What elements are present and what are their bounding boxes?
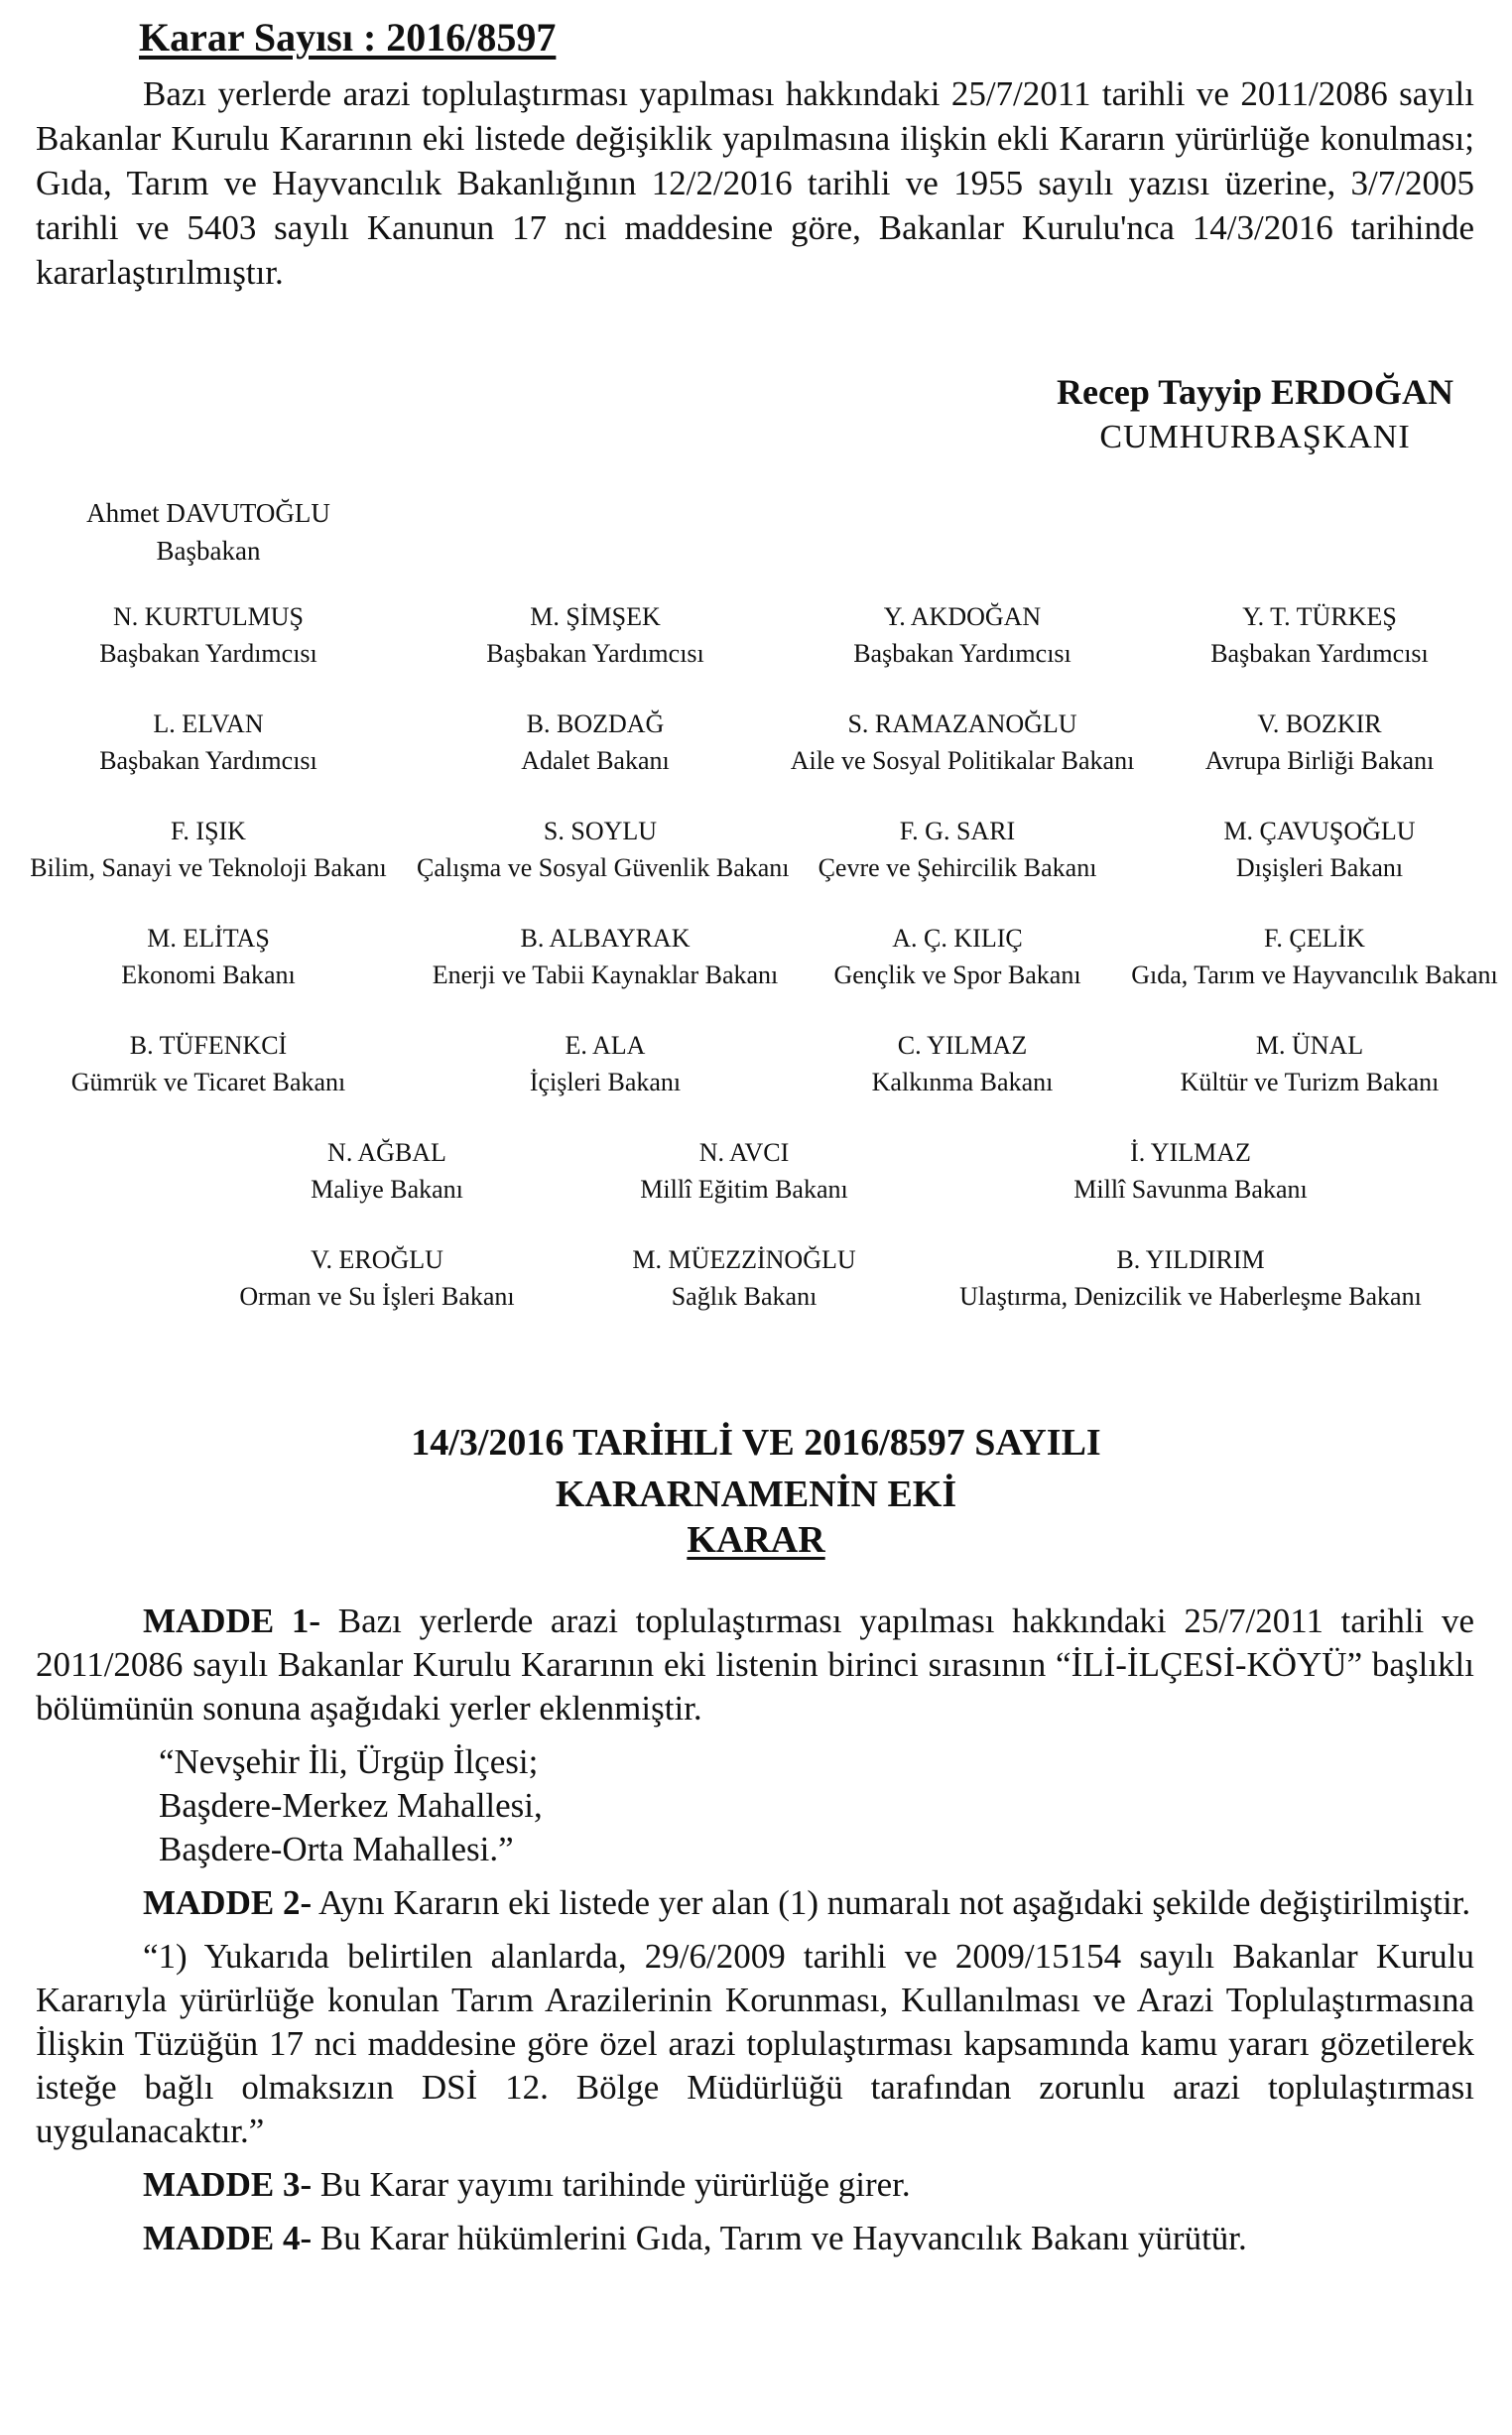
signatory-name: B. TÜFENKCİ: [129, 1031, 288, 1060]
signatory-role: Millî Eğitim Bakanı: [640, 1175, 848, 1204]
signatory-name: L. ELVAN: [153, 709, 264, 738]
madde-4-label: MADDE 4-: [143, 2219, 313, 2257]
president-name: Recep Tayyip ERDOĞAN: [1056, 372, 1454, 412]
signature-row: [0, 1241, 1512, 1321]
signatory-role: Ekonomi Bakanı: [121, 961, 296, 989]
signatory-name: M. ŞİMŞEK: [530, 602, 661, 631]
decree-number-title: Karar Sayısı : 2016/8597: [139, 15, 557, 60]
preamble-paragraph: Bazı yerlerde arazi toplulaştırması yapılması hakkındaki 25/7/2011 tarihli ve 2011/2086 sayılı Bakanlar Kurulu Kararının eki listede değişiklik yapılmasına ilişkin ekli Kararın yürürlüğe konulması; Gıda, Tarım ve Hayvancılık Bakanlığının 12/2/2016 tarihli ve 1955 sayılı yazısı üzerine, 3/7/2005 tarihli ve 5403 sayılı Kanunun 17 nci maddesine göre, Bakanlar Kurulu'nca 14/3/2016 tarihinde kararlaştırılmıştır.: [36, 74, 1474, 292]
signature-block: [814, 1027, 1111, 1100]
signature-block: [466, 1027, 744, 1100]
signatory-role: Avrupa Birliği Bakanı: [1204, 746, 1435, 775]
signature-row: [0, 813, 1512, 892]
madde-2-paragraph: [36, 1881, 1474, 1925]
signatory-role: Ulaştırma, Denizcilik ve Haberleşme Bakanı: [959, 1282, 1422, 1311]
signatory-name: M. ÇAVUŞOĞLU: [1223, 817, 1416, 845]
signatory-role: Millî Savunma Bakanı: [1073, 1175, 1308, 1204]
signature-block: [60, 920, 357, 993]
signatory-name: E. ALA: [565, 1031, 646, 1060]
signature-block: [60, 598, 357, 672]
signatory-name: A. Ç. KILIÇ: [892, 924, 1023, 953]
madde-2-label: MADDE 2-: [143, 1883, 313, 1922]
signature-block: [774, 705, 1151, 779]
annex-body: [36, 1600, 1474, 2260]
signatory-name: F. IŞIK: [171, 817, 246, 845]
signature-block: [1121, 920, 1508, 993]
signatory-role: İçişleri Bakanı: [529, 1068, 682, 1096]
signatory-name: S. RAMAZANOĞLU: [847, 709, 1077, 738]
signature-block: [198, 1241, 556, 1315]
signatory-name: N. KURTULMUŞ: [112, 602, 304, 631]
signature-block: [595, 1134, 893, 1208]
signature-block: [427, 920, 784, 993]
madde-3-paragraph: [36, 2163, 1474, 2207]
signatory-role: Çalışma ve Sosyal Güvenlik Bakanı: [417, 853, 790, 882]
signature-block: [1131, 705, 1508, 779]
paragraph-spacer: [36, 1925, 1474, 1935]
signature-block: [1131, 598, 1508, 672]
signatory-role: Başbakan Yardımcısı: [99, 639, 317, 668]
madde-3-text: Bu Karar yayımı tarihinde yürürlüğe girer.: [319, 2165, 911, 2204]
paragraph-spacer: [36, 1871, 1474, 1881]
signatory-name: M. MÜEZZİNOĞLU: [632, 1245, 856, 1274]
signatory-role: Dışişleri Bakanı: [1235, 853, 1404, 882]
prime-minister-name: Ahmet DAVUTOĞLU: [86, 498, 330, 528]
signatory-name: F. ÇELİK: [1264, 924, 1365, 953]
signatory-name: M. ÜNAL: [1255, 1031, 1364, 1060]
prime-minister-title: Başbakan: [156, 536, 261, 566]
signature-row: [0, 1134, 1512, 1214]
madde-4-paragraph: [36, 2217, 1474, 2260]
signatory-name: Y. AKDOĞAN: [883, 602, 1042, 631]
signature-row: [0, 598, 1512, 678]
signature-row: [0, 1027, 1512, 1106]
signatory-role: Kalkınma Bakanı: [871, 1068, 1054, 1096]
signature-block: [794, 920, 1121, 993]
president-title: CUMHURBAŞKANI: [1099, 419, 1411, 455]
prime-minister-signature-block: [69, 494, 347, 570]
signatory-role: Kültür ve Turizm Bakanı: [1180, 1068, 1440, 1096]
signatory-role: Adalet Bakanı: [521, 746, 670, 775]
signature-block: [238, 1134, 536, 1208]
signatory-name: B. BOZDAĞ: [526, 709, 665, 738]
signature-block: [417, 813, 790, 886]
signature-block: [417, 705, 774, 779]
paragraph-spacer: [36, 2207, 1474, 2217]
signatory-name: F. G. SARI: [899, 817, 1016, 845]
signatory-role: Gıda, Tarım ve Hayvancılık Bakanı: [1131, 961, 1498, 989]
paragraph-spacer: [36, 1730, 1474, 1740]
signature-row: [0, 705, 1512, 785]
madde-2-quote: “1) Yukarıda belirtilen alanlarda, 29/6/2009 tarihli ve 2009/15154 sayılı Bakanlar Kurulu Kararıyla yürürlüğe konulan Tarım Arazilerinin Korunması, Kullanılması ve Arazi Toplulaştırmasına İlişkin Tüzüğün 17 nci maddesine göre özel arazi toplulaştırması kapsamında kamu yararı gözetilerek isteğe bağlı olmaksızın DSİ 12. Bölge Müdürlüğü tarafından zorunlu arazi toplulaştırması uygulanacaktır.”: [36, 1937, 1474, 2150]
signatory-role: Başbakan Yardımcısı: [486, 639, 704, 668]
madde-1-label: MADDE 1-: [143, 1602, 321, 1640]
signature-row: [0, 920, 1512, 999]
signatory-name: Y. T. TÜRKEŞ: [1242, 602, 1397, 631]
president-signature-block: [1022, 369, 1488, 460]
madde-1-quote-line-2: Başdere-Merkez Mahallesi,: [159, 1786, 543, 1825]
signature-block: [417, 598, 774, 672]
madde-2-text: Aynı Kararın eki listede yer alan (1) numaralı not aşağıdaki şekilde değiştirilmiştir.: [317, 1883, 1471, 1922]
signature-block: [774, 598, 1151, 672]
signatory-name: S. SOYLU: [543, 817, 658, 845]
madde-1-quote-line-3: Başdere-Orta Mahallesi.”: [159, 1830, 514, 1868]
signature-block: [794, 813, 1121, 886]
signatory-role: Bilim, Sanayi ve Teknoloji Bakanı: [30, 853, 387, 882]
signatory-role: Sağlık Bakanı: [671, 1282, 818, 1311]
signatory-name: N. AVCI: [698, 1138, 790, 1167]
signatory-role: Başbakan Yardımcısı: [853, 639, 1071, 668]
madde-1-quote-line-1: “Nevşehir İli, Ürgüp İlçesi;: [159, 1742, 539, 1781]
signature-block: [1012, 1134, 1369, 1208]
signatory-role: Gümrük ve Ticaret Bakanı: [70, 1068, 346, 1096]
annex-heading-line-1: 14/3/2016 TARİHLİ VE 2016/8597 SAYILI: [411, 1422, 1101, 1464]
signatory-name: N. AĞBAL: [327, 1138, 446, 1167]
signatory-role: Gençlik ve Spor Bakanı: [833, 961, 1081, 989]
signatory-name: İ. YILMAZ: [1130, 1138, 1251, 1167]
madde-1-text: Bazı yerlerde arazi toplulaştırması yapılması hakkındaki 25/7/2011 tarihli ve 2011/2086 sayılı Bakanlar Kurulu Kararının eki listenin birinci sırasının “İLİ-İLÇESİ-KÖYÜ” başlıklı bölümünün sonuna aşağıdaki yerler eklenmiştir.: [36, 1602, 1474, 1728]
annex-heading: [0, 1417, 1512, 1520]
signatory-name: V. BOZKIR: [1257, 709, 1382, 738]
signatory-role: Aile ve Sosyal Politikalar Bakanı: [790, 746, 1135, 775]
signatory-role: Başbakan Yardımcısı: [1210, 639, 1429, 668]
signatory-role: Çevre ve Şehircilik Bakanı: [818, 853, 1097, 882]
signatory-role: Enerji ve Tabii Kaynaklar Bakanı: [432, 961, 779, 989]
signature-block: [20, 813, 397, 886]
signatory-name: B. ALBAYRAK: [520, 924, 691, 953]
signatory-name: C. YILMAZ: [897, 1031, 1028, 1060]
signatory-role: Başbakan Yardımcısı: [99, 746, 317, 775]
signature-block: [595, 1241, 893, 1315]
annex-subtitle: KARAR: [687, 1519, 825, 1561]
paragraph-spacer: [36, 2153, 1474, 2163]
signatory-name: V. EROĞLU: [311, 1245, 443, 1274]
signature-block: [40, 1027, 377, 1100]
signatory-role: Orman ve Su İşleri Bakanı: [239, 1282, 515, 1311]
signatory-name: M. ELİTAŞ: [147, 924, 270, 953]
signatory-name: B. YILDIRIM: [1116, 1245, 1265, 1274]
madde-4-text: Bu Karar hükümlerini Gıda, Tarım ve Hayvancılık Bakanı yürütür.: [319, 2219, 1247, 2257]
signature-block: [1131, 813, 1508, 886]
signatory-role: Maliye Bakanı: [311, 1175, 463, 1204]
signature-block: [60, 705, 357, 779]
madde-3-label: MADDE 3-: [143, 2165, 313, 2204]
madde-1-paragraph: [36, 1600, 1474, 1730]
annex-heading-line-2: KARARNAMENİN EKİ: [555, 1474, 957, 1515]
signature-block: [933, 1241, 1449, 1315]
signature-block: [1141, 1027, 1478, 1100]
